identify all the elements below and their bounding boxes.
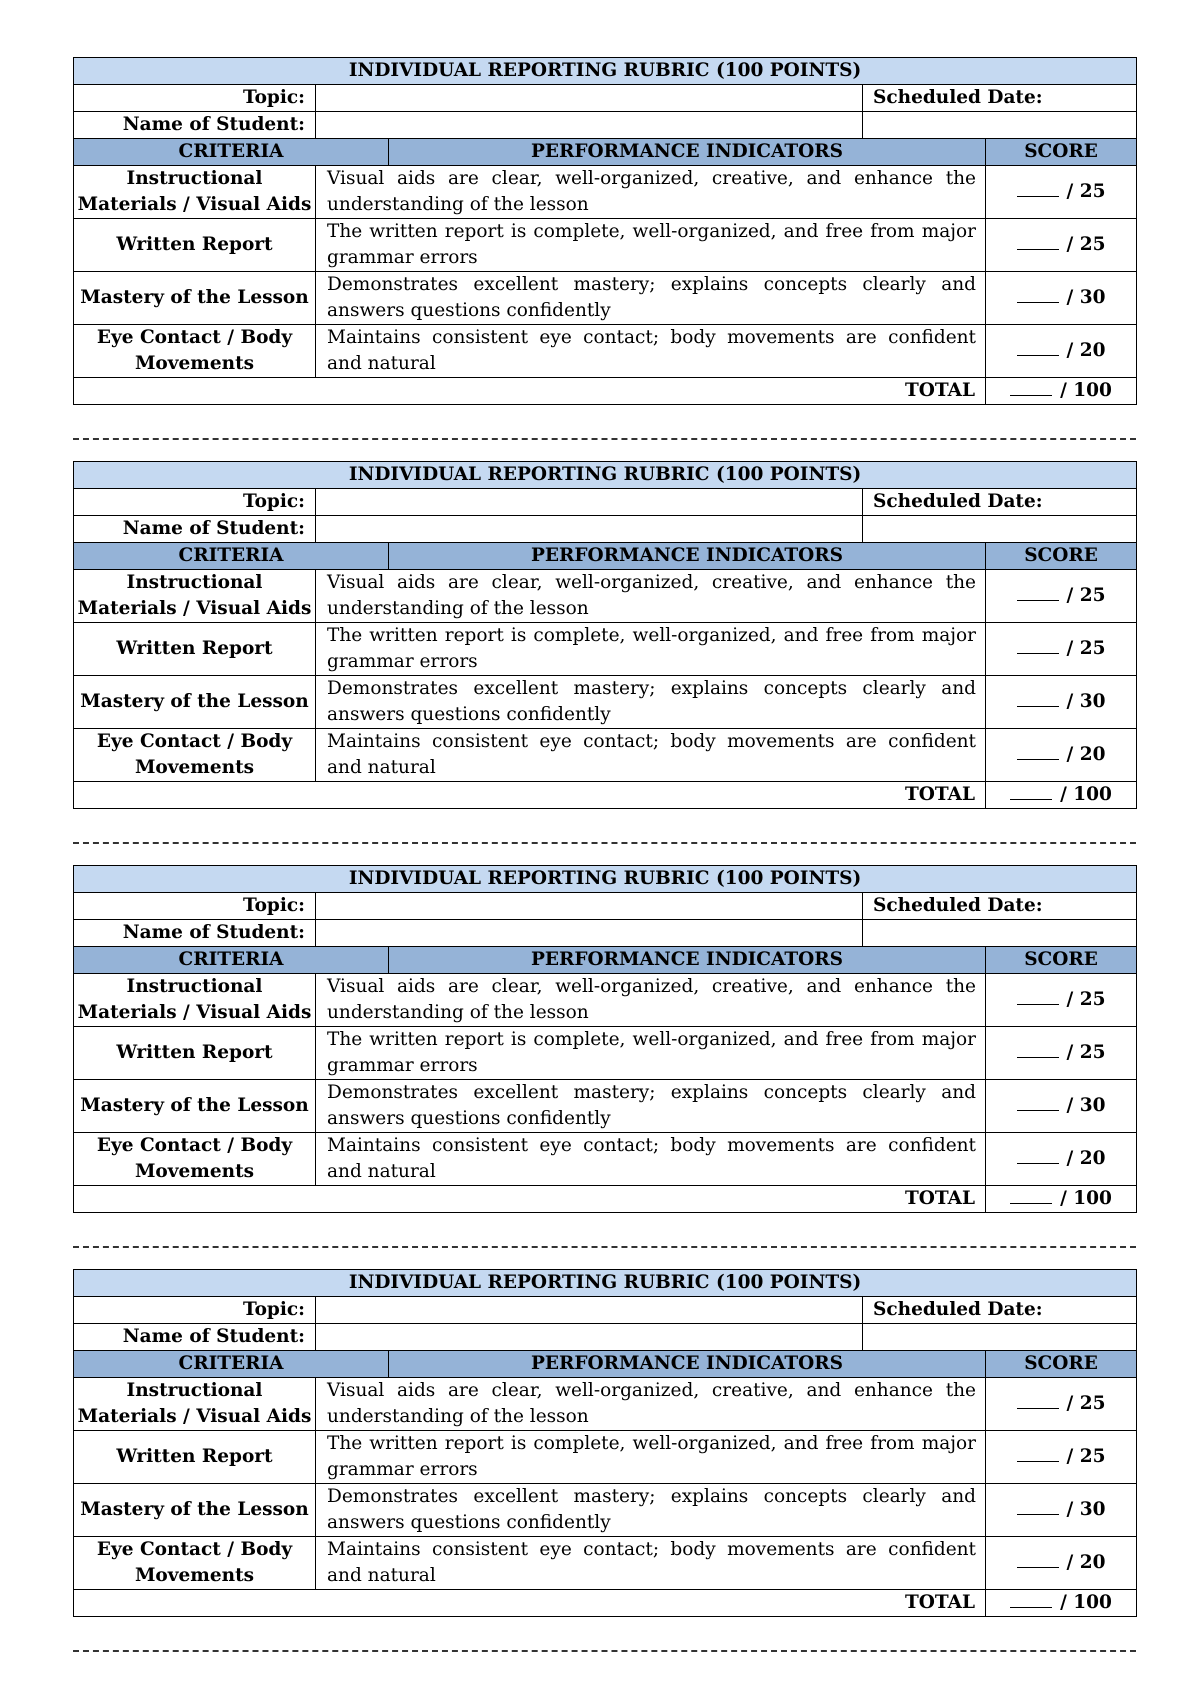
topic-label: Topic: — [74, 489, 316, 516]
cut-line — [73, 438, 1136, 440]
score-header: SCORE — [986, 543, 1137, 570]
performance-indicator: The written report is complete, well-organized, and free from major grammar errors — [316, 1027, 986, 1080]
score-cell[interactable] — [986, 1378, 1137, 1431]
score-blank[interactable] — [1017, 586, 1059, 601]
scheduled-date-label[interactable]: Scheduled Date: — [863, 489, 1137, 516]
performance-indicator: The written report is complete, well-organized, and free from major grammar errors — [316, 1431, 986, 1484]
total-label: TOTAL — [74, 378, 986, 405]
performance-indicator: Maintains consistent eye contact; body movements are confident and natural — [316, 729, 986, 782]
score-cell[interactable] — [986, 272, 1137, 325]
scheduled-date-field[interactable] — [863, 112, 1137, 139]
topic-field[interactable] — [316, 489, 863, 516]
criteria-name: Mastery of the Lesson — [74, 1484, 316, 1537]
performance-indicator: The written report is complete, well-organized, and free from major grammar errors — [316, 219, 986, 272]
criteria-name: Written Report — [74, 623, 316, 676]
score-cell[interactable] — [986, 325, 1137, 378]
criteria-name: Eye Contact / Body Movements — [74, 729, 316, 782]
student-name-field[interactable] — [316, 1324, 863, 1351]
score-blank[interactable] — [1017, 1149, 1059, 1164]
score-blank[interactable] — [1017, 235, 1059, 250]
score-max: / 20 — [1066, 744, 1106, 765]
total-score-blank[interactable] — [1010, 785, 1052, 800]
student-name-label: Name of Student: — [74, 112, 316, 139]
score-cell[interactable] — [986, 219, 1137, 272]
score-max: / 20 — [1066, 1148, 1106, 1169]
performance-indicator: The written report is complete, well-organized, and free from major grammar errors — [316, 623, 986, 676]
score-cell[interactable] — [986, 570, 1137, 623]
total-score-cell[interactable] — [986, 1186, 1137, 1213]
performance-indicator: Visual aids are clear, well-organized, creative, and enhance the understanding of the lesson — [316, 570, 986, 623]
score-cell[interactable] — [986, 729, 1137, 782]
score-blank[interactable] — [1017, 1043, 1059, 1058]
scheduled-date-field[interactable] — [863, 1324, 1137, 1351]
score-blank[interactable] — [1017, 1447, 1059, 1462]
score-cell[interactable] — [986, 623, 1137, 676]
score-header: SCORE — [986, 947, 1137, 974]
rubric-card — [73, 461, 1136, 809]
score-max: / 30 — [1066, 691, 1106, 712]
student-name-field[interactable] — [316, 516, 863, 543]
criteria-name: Instructional Materials / Visual Aids — [74, 974, 316, 1027]
total-score-max: / 100 — [1060, 380, 1112, 401]
score-max: / 25 — [1066, 585, 1106, 606]
score-cell[interactable] — [986, 1484, 1137, 1537]
total-score-cell[interactable] — [986, 378, 1137, 405]
total-score-cell[interactable] — [986, 1590, 1137, 1617]
rubric-table — [73, 1269, 1137, 1617]
rubric-card — [73, 57, 1136, 405]
criteria-name: Eye Contact / Body Movements — [74, 1537, 316, 1590]
score-max: / 25 — [1066, 181, 1106, 202]
score-blank[interactable] — [1017, 745, 1059, 760]
score-max: / 25 — [1066, 234, 1106, 255]
criteria-row — [74, 974, 1137, 1027]
rubric-title: INDIVIDUAL REPORTING RUBRIC (100 POINTS) — [74, 58, 1137, 85]
topic-label: Topic: — [74, 893, 316, 920]
total-score-cell[interactable] — [986, 782, 1137, 809]
criteria-row — [74, 219, 1137, 272]
scheduled-date-field[interactable] — [863, 920, 1137, 947]
indicators-header: PERFORMANCE INDICATORS — [389, 139, 986, 166]
topic-label: Topic: — [74, 1297, 316, 1324]
score-max: / 25 — [1066, 1042, 1106, 1063]
criteria-name: Eye Contact / Body Movements — [74, 1133, 316, 1186]
score-max: / 25 — [1066, 1393, 1106, 1414]
topic-label: Topic: — [74, 85, 316, 112]
student-name-field[interactable] — [316, 112, 863, 139]
score-max: / 20 — [1066, 1552, 1106, 1573]
cut-line — [73, 1650, 1136, 1652]
criteria-name: Written Report — [74, 219, 316, 272]
total-score-max: / 100 — [1060, 1592, 1112, 1613]
score-max: / 25 — [1066, 638, 1106, 659]
criteria-row — [74, 272, 1137, 325]
total-label: TOTAL — [74, 1186, 986, 1213]
performance-indicator: Demonstrates excellent mastery; explains concepts clearly and answers questions confidently — [316, 676, 986, 729]
score-blank[interactable] — [1017, 288, 1059, 303]
rubric-card — [73, 1269, 1136, 1617]
score-cell[interactable] — [986, 1027, 1137, 1080]
indicators-header: PERFORMANCE INDICATORS — [389, 947, 986, 974]
total-score-max: / 100 — [1060, 784, 1112, 805]
student-name-label: Name of Student: — [74, 516, 316, 543]
score-blank[interactable] — [1017, 1096, 1059, 1111]
score-cell[interactable] — [986, 1133, 1137, 1186]
criteria-row — [74, 166, 1137, 219]
topic-field[interactable] — [316, 1297, 863, 1324]
student-name-field[interactable] — [316, 920, 863, 947]
criteria-name: Mastery of the Lesson — [74, 676, 316, 729]
criteria-name: Written Report — [74, 1027, 316, 1080]
criteria-name: Mastery of the Lesson — [74, 272, 316, 325]
rubric-table — [73, 461, 1137, 809]
criteria-row — [74, 729, 1137, 782]
score-blank[interactable] — [1017, 1553, 1059, 1568]
cut-line — [73, 1246, 1136, 1248]
rubric-title: INDIVIDUAL REPORTING RUBRIC (100 POINTS) — [74, 462, 1137, 489]
criteria-row — [74, 1080, 1137, 1133]
topic-field[interactable] — [316, 85, 863, 112]
total-label: TOTAL — [74, 782, 986, 809]
score-header: SCORE — [986, 1351, 1137, 1378]
score-max: / 30 — [1066, 287, 1106, 308]
total-label: TOTAL — [74, 1590, 986, 1617]
performance-indicator: Demonstrates excellent mastery; explains concepts clearly and answers questions confidently — [316, 1080, 986, 1133]
criteria-header: CRITERIA — [74, 947, 389, 974]
score-max: / 30 — [1066, 1095, 1106, 1116]
score-blank[interactable] — [1017, 1500, 1059, 1515]
criteria-header: CRITERIA — [74, 543, 389, 570]
rubric-table — [73, 865, 1137, 1213]
score-header: SCORE — [986, 139, 1137, 166]
criteria-name: Instructional Materials / Visual Aids — [74, 570, 316, 623]
score-cell[interactable] — [986, 1080, 1137, 1133]
score-cell[interactable] — [986, 974, 1137, 1027]
scheduled-date-label[interactable]: Scheduled Date: — [863, 85, 1137, 112]
criteria-row — [74, 325, 1137, 378]
student-name-label: Name of Student: — [74, 1324, 316, 1351]
score-max: / 25 — [1066, 1446, 1106, 1467]
criteria-row — [74, 1133, 1137, 1186]
total-score-blank[interactable] — [1010, 1593, 1052, 1608]
performance-indicator: Visual aids are clear, well-organized, creative, and enhance the understanding of the lesson — [316, 974, 986, 1027]
criteria-row — [74, 1484, 1137, 1537]
indicators-header: PERFORMANCE INDICATORS — [389, 543, 986, 570]
score-max: / 30 — [1066, 1499, 1106, 1520]
scheduled-date-label[interactable]: Scheduled Date: — [863, 1297, 1137, 1324]
criteria-name: Mastery of the Lesson — [74, 1080, 316, 1133]
cut-line — [73, 842, 1136, 844]
score-blank[interactable] — [1017, 182, 1059, 197]
performance-indicator: Maintains consistent eye contact; body movements are confident and natural — [316, 1133, 986, 1186]
criteria-row — [74, 623, 1137, 676]
rubric-title: INDIVIDUAL REPORTING RUBRIC (100 POINTS) — [74, 866, 1137, 893]
score-blank[interactable] — [1017, 1394, 1059, 1409]
performance-indicator: Demonstrates excellent mastery; explains concepts clearly and answers questions confidently — [316, 1484, 986, 1537]
performance-indicator: Maintains consistent eye contact; body movements are confident and natural — [316, 1537, 986, 1590]
scheduled-date-label[interactable]: Scheduled Date: — [863, 893, 1137, 920]
rubric-table — [73, 57, 1137, 405]
total-score-max: / 100 — [1060, 1188, 1112, 1209]
score-blank[interactable] — [1017, 341, 1059, 356]
criteria-row — [74, 1027, 1137, 1080]
criteria-header: CRITERIA — [74, 1351, 389, 1378]
topic-field[interactable] — [316, 893, 863, 920]
criteria-row — [74, 570, 1137, 623]
student-name-label: Name of Student: — [74, 920, 316, 947]
performance-indicator: Visual aids are clear, well-organized, creative, and enhance the understanding of the lesson — [316, 1378, 986, 1431]
score-cell[interactable] — [986, 1431, 1137, 1484]
score-blank[interactable] — [1017, 639, 1059, 654]
score-blank[interactable] — [1017, 990, 1059, 1005]
performance-indicator: Demonstrates excellent mastery; explains concepts clearly and answers questions confidently — [316, 272, 986, 325]
performance-indicator: Maintains consistent eye contact; body movements are confident and natural — [316, 325, 986, 378]
total-score-blank[interactable] — [1010, 1189, 1052, 1204]
score-cell[interactable] — [986, 676, 1137, 729]
criteria-row — [74, 1537, 1137, 1590]
score-max: / 25 — [1066, 989, 1106, 1010]
indicators-header: PERFORMANCE INDICATORS — [389, 1351, 986, 1378]
criteria-header: CRITERIA — [74, 139, 389, 166]
score-cell[interactable] — [986, 166, 1137, 219]
total-score-blank[interactable] — [1010, 381, 1052, 396]
performance-indicator: Visual aids are clear, well-organized, creative, and enhance the understanding of the lesson — [316, 166, 986, 219]
criteria-row — [74, 1378, 1137, 1431]
criteria-name: Instructional Materials / Visual Aids — [74, 166, 316, 219]
score-cell[interactable] — [986, 1537, 1137, 1590]
scheduled-date-field[interactable] — [863, 516, 1137, 543]
score-blank[interactable] — [1017, 692, 1059, 707]
rubric-title: INDIVIDUAL REPORTING RUBRIC (100 POINTS) — [74, 1270, 1137, 1297]
score-max: / 20 — [1066, 340, 1106, 361]
criteria-name: Eye Contact / Body Movements — [74, 325, 316, 378]
criteria-name: Written Report — [74, 1431, 316, 1484]
criteria-row — [74, 1431, 1137, 1484]
rubric-card — [73, 865, 1136, 1213]
criteria-row — [74, 676, 1137, 729]
criteria-name: Instructional Materials / Visual Aids — [74, 1378, 316, 1431]
